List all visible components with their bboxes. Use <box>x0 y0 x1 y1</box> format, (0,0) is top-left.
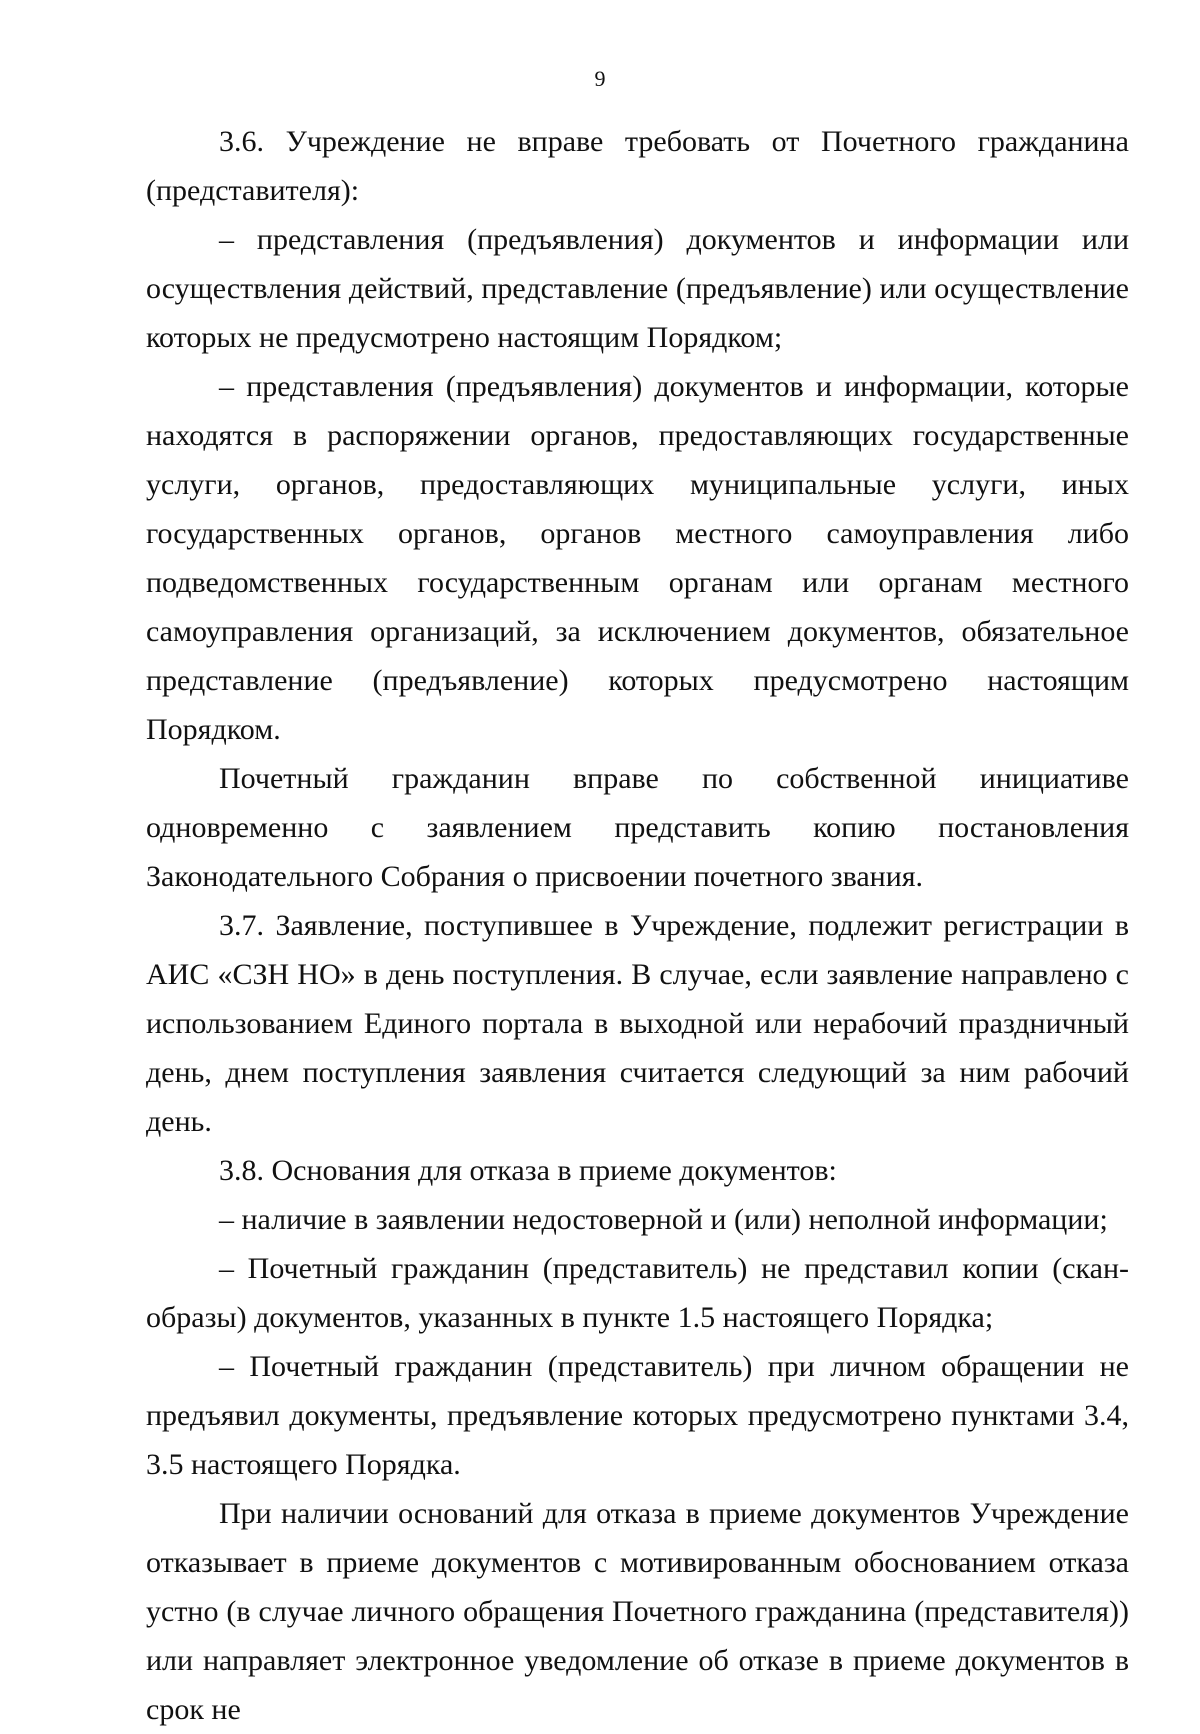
list-item-dash: – Почетный гражданин (представитель) не представил копии (скан-образы) документов, указанных в пункте 1.5 настоящего Порядка; <box>146 1252 1129 1334</box>
paragraph-refusal: При наличии оснований для отказа в приеме документов Учреждение отказывает в приеме документов с мотивированным обоснованием отказа устно (в случае личного обращения Почетного гражданина (представителя)) или направляет электронное уведомление об отказе в приеме документов в срок не <box>146 1497 1129 1726</box>
list-item-dash: – наличие в заявлении недостоверной и (или) неполной информации; <box>219 1203 1108 1236</box>
paragraph-3-7: 3.7. Заявление, поступившее в Учреждение, подлежит регистрации в АИС «СЗН НО» в день поступления. В случае, если заявление направлено с использованием Единого портала в выходной или нерабочий праздничный день, днем поступления заявления считается следующий за ним рабочий день. <box>146 909 1129 1138</box>
document-body <box>146 117 1129 1734</box>
page-number: 9 <box>594 66 606 91</box>
list-item-dash: – Почетный гражданин (представитель) при личном обращении не предъявил документы, предъявление которых предусмотрено пунктами 3.4, 3.5 настоящего Порядка. <box>146 1350 1129 1481</box>
paragraph-3-6: 3.6. Учреждение не вправе требовать от Почетного гражданина (представителя): <box>146 125 1129 207</box>
paragraph-3-8: 3.8. Основания для отказа в приеме документов: <box>219 1154 837 1187</box>
paragraph-initiative: Почетный гражданин вправе по собственной инициативе одновременно с заявлением представить копию постановления Законодательного Собрания о присвоении почетного звания. <box>146 762 1129 893</box>
list-item-dash: – представления (предъявления) документов и информации или осуществления действий, представление (предъявление) или осуществление которых не предусмотрено настоящим Порядком; <box>146 223 1129 354</box>
list-item-dash: – представления (предъявления) документов и информации, которые находятся в распоряжении органов, предоставляющих государственные услуги, органов, предоставляющих муниципальные услуги, иных государственных органов, органов местного самоуправления либо подведомственных государственным органам или органам местного самоуправления организаций, за исключением документов, обязательное представление (предъявление) которых предусмотрено настоящим Порядком. <box>146 370 1129 746</box>
